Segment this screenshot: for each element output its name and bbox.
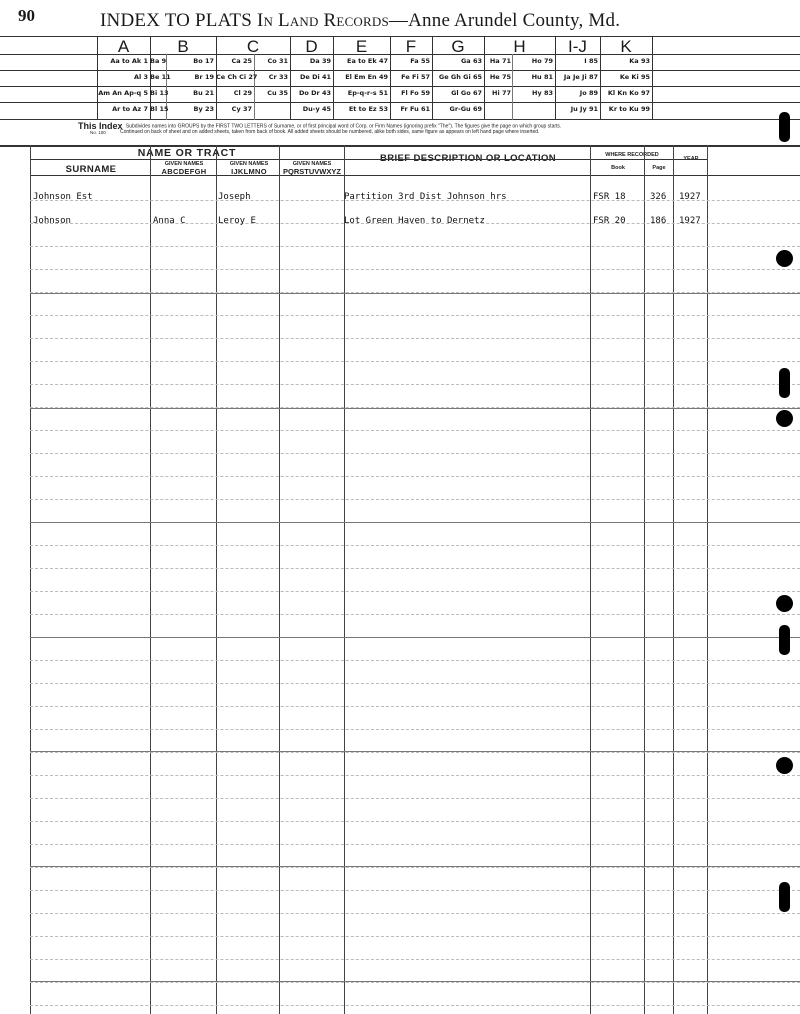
ledger-section-rule: [30, 751, 800, 752]
index-note: [78, 123, 698, 135]
ledger-row-rule: [30, 1005, 800, 1006]
index-cell: Ga 63: [460, 57, 482, 65]
header-where-recorded: WHERE RECORDED: [605, 152, 659, 158]
index-cell: Aa to Ak 1: [110, 57, 148, 65]
header-given-names-1: GIVEN NAMES: [164, 161, 204, 167]
index-cell: Do Dr 43: [298, 89, 331, 97]
index-cell: Cu 35: [267, 89, 288, 97]
ledger-row-rule: [30, 683, 800, 684]
index-cell: Ba 9: [150, 57, 167, 65]
index-cell: Hu 81: [531, 73, 553, 81]
ledger-section-rule: [30, 637, 800, 638]
ledger-row-rule: [30, 430, 800, 431]
index-cell: Ha 71: [489, 57, 511, 65]
ledger-row-rule: [30, 499, 800, 500]
ledger-section-rule: [30, 981, 800, 982]
binder-hole-icon: [776, 250, 793, 267]
index-cell: Du-y 45: [302, 105, 331, 113]
index-cell: Bu 21: [193, 89, 214, 97]
index-cell: Gl Go 67: [451, 89, 482, 97]
index-cell: Bl 15: [150, 105, 169, 113]
binder-hole-icon: [776, 757, 793, 774]
ledger-row-rule: [30, 729, 800, 730]
ledger-col-rule: [344, 145, 345, 1014]
ledger-section-rule: [30, 866, 800, 867]
binder-slot-icon: [779, 112, 790, 142]
ledger-row-rule: [30, 568, 800, 569]
entry-description: Partition 3rd Dist Johnson hrs: [344, 192, 507, 202]
index-cell: Fa 55: [410, 57, 430, 65]
note-lead: This Index: [78, 121, 123, 131]
title-land-records: Land Records: [278, 10, 389, 31]
note-line-2: Continued on back of sheet and on added sheets, taken from back of book. All added sheets should be numbered, alike both sides, same figure as appears on left hand page where inserted.: [120, 129, 540, 136]
index-letter-b: B: [177, 37, 189, 56]
header-description: BRIEF DESCRIPTION OR LOCATION: [379, 153, 557, 164]
entry-page: 326: [650, 192, 667, 202]
ledger-row-rule: [30, 246, 800, 247]
entry-year: 1927: [679, 216, 701, 226]
index-cell: Ka 93: [629, 57, 650, 65]
ledger-row-rule: [30, 453, 800, 454]
index-cell: Ep-q-r-s 51: [347, 89, 388, 97]
ledger-row-rule: [30, 752, 800, 753]
index-cell: Bi 13: [150, 89, 169, 97]
index-cell: Ce Ch Ci 27: [216, 73, 258, 81]
index-letter-f: F: [405, 37, 417, 56]
ledger-row-rule: [30, 614, 800, 615]
header-name-or-tract: NAME OR TRACT: [137, 147, 237, 159]
index-cell: Ju Jy 91: [570, 105, 598, 113]
ledger-row-rule: [30, 982, 800, 983]
index-cell: Co 31: [267, 57, 288, 65]
index-cell: Hi 77: [492, 89, 511, 97]
ledger-col-rule: [216, 145, 217, 1014]
index-cell: Kr to Ku 99: [608, 105, 650, 113]
index-letter-d: D: [305, 37, 318, 56]
index-cell: Gr-Gu 69: [449, 105, 482, 113]
index-cell: Cr 33: [268, 73, 288, 81]
ledger-header-split-rule: [30, 159, 708, 160]
index-cell: Ge Gh Gi 65: [438, 73, 482, 81]
ledger-row-rule: [30, 913, 800, 914]
index-cell: El Em En 49: [345, 73, 388, 81]
header-given-names-3: GIVEN NAMES: [292, 161, 332, 167]
header-surname: SURNAME: [65, 164, 117, 175]
binder-slot-icon: [779, 625, 790, 655]
index-cell: Fr Fu 61: [400, 105, 430, 113]
page-number: 90: [18, 6, 35, 25]
index-cell: Al 3: [133, 73, 148, 81]
ledger-row-rule: [30, 361, 800, 362]
index-cell: Ca 25: [231, 57, 252, 65]
entry-year: 1927: [679, 192, 701, 202]
ledger-row-rule: [30, 775, 800, 776]
index-letter-k: K: [620, 37, 632, 56]
header-given-letters-p-z: PQRSTUVWXYZ: [283, 167, 341, 176]
index-cell: Ar to Az 7: [112, 105, 148, 113]
index-row-rule: [0, 119, 800, 120]
ledger-row-rule: [30, 936, 800, 937]
index-cell: By 23: [193, 105, 214, 113]
index-cell: Ea to Ek 47: [347, 57, 388, 65]
index-cell: Cy 37: [231, 105, 252, 113]
header-given-names-2: GIVEN NAMES: [229, 161, 269, 167]
ledger-col-rule: [590, 145, 591, 1014]
ledger-col-rule: [707, 145, 708, 1014]
ledger-row-rule: [30, 545, 800, 546]
ledger-col-rule: [279, 145, 280, 1014]
index-row-rule: [0, 70, 800, 71]
note-form-number: No. 100: [90, 130, 106, 135]
entry-surname: Johnson: [33, 216, 71, 226]
index-cell: Fe Fi 57: [401, 73, 430, 81]
title-main: INDEX TO PLATS: [100, 10, 252, 31]
ledger-section-rule: [30, 293, 800, 294]
note-line-1: Subdivides names into GROUPS by the FIRST TWO LETTERS of Surname, or of first principal word of Corp. or Firm Names (ignoring prefix "The"). The figures give the page on which group starts.: [125, 123, 562, 130]
index-row-rule: [0, 86, 800, 87]
entry-given-i-o: Leroy E: [218, 216, 256, 226]
entry-book: FSR 20: [593, 216, 626, 226]
ledger-row-rule: [30, 867, 800, 868]
entry-surname: Johnson Est: [33, 192, 93, 202]
entry-description: Lot Green Haven to Dernetz: [344, 216, 485, 226]
ledger-row-rule: [30, 384, 800, 385]
index-cell: Ke Ki 95: [619, 73, 650, 81]
header-book: Book: [611, 165, 625, 171]
ledger-row-rule: [30, 890, 800, 891]
entry-book: FSR 18: [593, 192, 626, 202]
ledger-row-rule: [30, 844, 800, 845]
ledger-col-rule: [673, 145, 674, 1014]
header-page: Page: [652, 165, 666, 171]
index-letter-c: C: [246, 37, 260, 56]
index-letter-g: G: [451, 37, 465, 56]
index-letter-a: A: [117, 37, 130, 56]
ledger-header-bottom-rule: [30, 175, 800, 176]
ledger-row-rule: [30, 706, 800, 707]
entry-given-i-o: Joseph: [218, 192, 251, 202]
index-row-rule: [0, 102, 800, 103]
letter-index-table: [0, 36, 800, 120]
header-year: YEAR: [683, 156, 699, 162]
ledger-section-rule: [30, 408, 800, 409]
binder-slot-icon: [779, 882, 790, 912]
ledger-table: [0, 145, 800, 1014]
index-letter-h: H: [513, 37, 526, 56]
header-given-letters-a-h: ABCDEFGH: [161, 167, 207, 176]
index-cell: Jo 89: [579, 89, 598, 97]
index-cell: Fl Fo 59: [401, 89, 430, 97]
ledger-row-rule: [30, 315, 800, 316]
entry-page: 186: [650, 216, 667, 226]
index-cell: Cl 29: [233, 89, 252, 97]
header-given-letters-i-o: IJKLMNO: [231, 167, 267, 176]
index-col-rule: [652, 36, 653, 120]
ledger-row-rule: [30, 660, 800, 661]
index-cell: He 75: [489, 73, 511, 81]
ledger-row-rule: [30, 269, 800, 270]
page-title: [100, 10, 740, 32]
index-letter-e: E: [355, 37, 368, 56]
ledger-row-rule: [30, 959, 800, 960]
index-cell: De Di 41: [300, 73, 331, 81]
title-county: Anne Arundel County, Md.: [408, 10, 621, 31]
ledger-top-rule: [0, 146, 800, 147]
index-cell: Hy 83: [532, 89, 553, 97]
index-letter-i-j: I-J: [568, 37, 587, 56]
index-cell: Be 11: [150, 73, 171, 81]
ledger-row-rule: [30, 476, 800, 477]
binder-hole-icon: [776, 410, 793, 427]
index-cell: Ho 79: [531, 57, 553, 65]
ledger-row-rule: [30, 821, 800, 822]
ledger-col-rule: [30, 145, 31, 1014]
index-cell: Bo 17: [193, 57, 214, 65]
index-cell: Br 19: [194, 73, 214, 81]
ledger-row-rule: [30, 338, 800, 339]
binder-slot-icon: [779, 368, 790, 398]
index-cell: Ja Je Ji 87: [563, 73, 598, 81]
index-cell: Kl Kn Ko 97: [607, 89, 650, 97]
ledger-col-rule: [644, 145, 645, 1014]
index-cell: I 85: [584, 57, 598, 65]
ledger-col-rule: [150, 145, 151, 1014]
title-in: In: [256, 10, 274, 31]
entry-given-a-h: Anna C: [153, 216, 186, 226]
index-cell: Da 39: [309, 57, 331, 65]
index-cell: Et to Ez 53: [348, 105, 388, 113]
index-cell: Am An Ap-q 5: [98, 89, 148, 97]
ledger-row-rule: [30, 591, 800, 592]
ledger-row-rule: [30, 798, 800, 799]
title-dash: —: [388, 10, 409, 31]
ledger-section-rule: [30, 522, 800, 523]
binder-hole-icon: [776, 595, 793, 612]
